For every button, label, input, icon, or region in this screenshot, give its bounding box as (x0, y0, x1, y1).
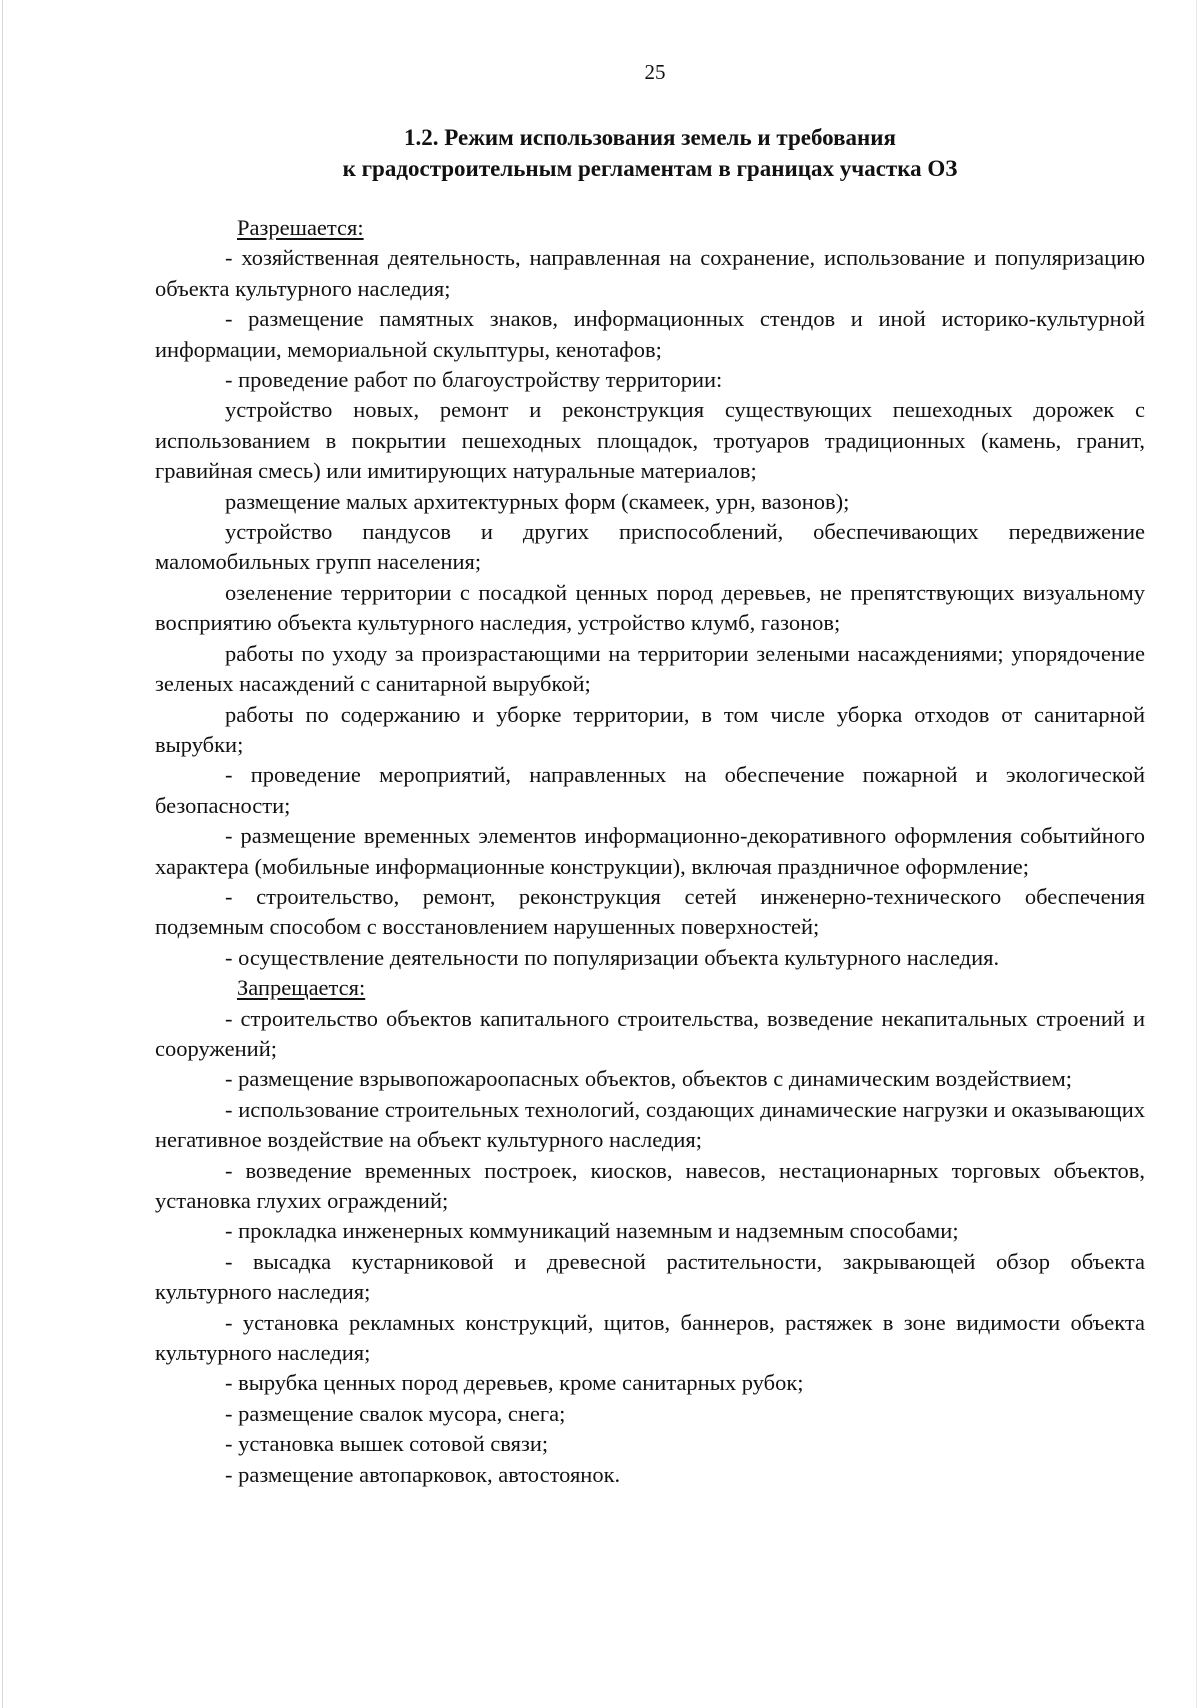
scan-edge-right (1196, 0, 1197, 1708)
page-number: 25 (644, 60, 666, 84)
allowed-item: устройство пандусов и других приспособлений, обеспечивающих передвижение маломобильных групп населения; (155, 519, 1145, 575)
allowed-item: размещение малых архитектурных форм (скамеек, урн, вазонов); (225, 488, 850, 514)
section-title (150, 122, 1150, 184)
allowed-item: - проведение мероприятий, направленных на обеспечение пожарной и экологической безопасности; (155, 762, 1145, 818)
forbidden-item: - прокладка инженерных коммуникаций наземным и надземным способами; (225, 1218, 959, 1244)
forbidden-item: - размещение взрывопожароопасных объектов, объектов с динамическим воздействием; (225, 1066, 1073, 1092)
forbidden-item: - размещение автопарковок, автостоянок. (225, 1461, 621, 1487)
allowed-heading: Разрешается: (237, 215, 364, 240)
allowed-item: - осуществление деятельности по популяризации объекта культурного наследия. (225, 944, 1000, 970)
forbidden-item: - возведение временных построек, киосков, навесов, нестационарных торговых объектов, установка глухих ограждений; (155, 1157, 1145, 1213)
document-body (155, 213, 1145, 1490)
allowed-item: - размещение временных элементов информационно-декоративного оформления событийного характера (мобильные информационные конструкции), включая праздничное оформление; (155, 823, 1145, 879)
forbidden-item: - размещение свалок мусора, снега; (225, 1400, 566, 1426)
allowed-item: устройство новых, ремонт и реконструкция существующих пешеходных дорожек с использованием в покрытии пешеходных площадок, тротуаров традиционных (камень, гранит, гравийная смесь) или имитирующих натуральные материалов; (155, 397, 1145, 484)
forbidden-item: - использование строительных технологий, создающих динамические нагрузки и оказывающих негативное воздействие на объект культурного наследия; (155, 1096, 1145, 1153)
allowed-item: - хозяйственная деятельность, направленная на сохранение, использование и популяризацию объекта культурного наследия; (155, 245, 1145, 301)
forbidden-heading: Запрещается: (237, 975, 366, 1001)
allowed-item: работы по содержанию и уборке территории, в том числе уборка отходов от санитарной вырубки; (155, 701, 1145, 757)
forbidden-item: - установка рекламных конструкций, щитов, баннеров, растяжек в зоне видимости объекта культурного наследия; (155, 1309, 1145, 1366)
forbidden-item: - вырубка ценных пород деревьев, кроме санитарных рубок; (225, 1370, 804, 1396)
section-title-line-1: 1.2. Режим использования земель и требования (404, 125, 896, 150)
allowed-item: - строительство, ремонт, реконструкция сетей инженерно-технического обеспечения подземным способом с восстановлением нарушенных поверхностей; (155, 883, 1145, 940)
forbidden-item: - установка вышек сотовой связи; (225, 1431, 549, 1457)
allowed-item: - размещение памятных знаков, информационных стендов и иной историко-культурной информации, мемориальной скульптуры, кенотафов; (155, 306, 1145, 362)
allowed-item: работы по уходу за произрастающими на территории зелеными насаждениями; упорядочение зеленых насаждений с санитарной вырубкой; (155, 640, 1145, 697)
forbidden-item: - строительство объектов капитального строительства, возведение некапитальных строений и сооружений; (155, 1005, 1145, 1061)
scan-edge-left (2, 0, 3, 1708)
allowed-item: - проведение работ по благоустройству территории: (225, 367, 723, 393)
allowed-item: озеленение территории с посадкой ценных пород деревьев, не препятствующих визуальному восприятию объекта культурного наследия, устройство клумб, газонов; (155, 579, 1145, 636)
section-title-line-2: к градостроительным регламентам в границах участка ОЗ (342, 156, 958, 181)
forbidden-item: - высадка кустарниковой и древесной растительности, закрывающей обзор объекта культурного наследия; (155, 1248, 1145, 1305)
